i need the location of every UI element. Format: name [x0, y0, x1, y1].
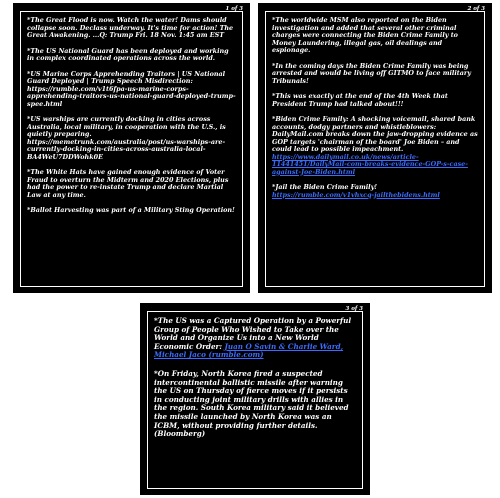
paragraph [27, 169, 237, 199]
paragraph [154, 370, 357, 439]
paragraph-text: *The US National Guard has been deployed and working in complex coordinated operations across the world. [27, 46, 229, 62]
page-panel-2 [258, 3, 492, 293]
paragraph [272, 63, 479, 86]
paragraph-text: *US Marine Corps Apprehending Traitors | US National Guard Deployed | Trump Speech Misdirection: https://rumble.com/v1t6fpa-us-marine-corps-apprehending-traitors-us-national-guard-deployed-trump-spee.html [27, 69, 236, 108]
paragraph [272, 116, 479, 176]
paragraph-text: *Jail the Biden Crime Family! [272, 183, 378, 191]
paragraph [272, 17, 479, 55]
paragraph-text: *US warships are currently docking in cities across Australia, local military, in cooperation with the U.S., is quietly preparing. https://memetrunk.com/australia/post/us-warships-are-currently-docking-in-cities-across-australia-local-BA4WeU7DDWohk0E [27, 115, 226, 161]
paragraph [154, 317, 357, 360]
paragraph-text: *Ballot Harvesting was part of a Military Sting Operation! [27, 206, 235, 214]
paragraph-text: *The worldwide MSM also reported on the Biden investigation and added that several other criminal charges were connecting the Biden Crime Family to Money Laundering, illegal gas, oil dealings and espionage. [272, 16, 458, 54]
paragraph-text: *Biden Crime Family: A shocking voicemail, shared bank accounts, dodgy partners and whistleblowers: DailyMail.com breaks down the jaw-dropping evidence as GOP targets 'chairman of the board' Joe Biden – and could lead to possible impeachment. [272, 115, 478, 153]
paragraph [27, 48, 237, 63]
paragraph [27, 17, 237, 40]
rumble-link[interactable]: https://rumble.com/v1vhxcq-jailthebidens.html [272, 190, 440, 199]
paragraph [272, 184, 479, 199]
panel-content [20, 11, 243, 287]
dailymail-link[interactable]: https://www.dailymail.co.uk/news/article-11441451/DailyMail-com-breaks-evidence-GOP-s-case-against-Joe-Biden.html [272, 152, 468, 176]
paragraph-text: *The Great Flood is now. Watch the water! Dams should collapse soon. Declass underway. It's time for action! The Great Awakening. ...Q: Trump Fri. 18 Nov. 1:45 am EST [27, 16, 234, 39]
panel-content [265, 11, 485, 287]
page-panel-3 [140, 303, 370, 495]
page-number-label: 3 of 3 [345, 306, 363, 312]
page-panel-1 [13, 3, 250, 293]
page-number-label: 2 of 3 [467, 6, 485, 12]
paragraph-text: *The US was a Captured Operation by a Powerful Group of People Who Wished to Take over the World and Organize Us into a New World Economic Order: [154, 316, 352, 351]
paragraph [27, 116, 237, 161]
page-number-label: 1 of 3 [225, 6, 243, 12]
paragraph [27, 207, 237, 215]
paragraph-text: *In the coming days the Biden Crime Family was being arrested and would be living off GITMO to face military Tribunals! [272, 61, 471, 85]
paragraph-text: *This was exactly at the end of the 4th Week that President Trump had talked about!!! [272, 92, 448, 108]
panel-content [147, 311, 363, 489]
paragraph [272, 93, 479, 108]
rumble-link[interactable]: Juan O Savin & Charlie Ward, Michael Jaco (rumble.com) [154, 341, 344, 360]
paragraph-text: *On Friday, North Korea fired a suspected intercontinental ballistic missile after warning the US on Thursday of fierce moves if it persists in conducting joint military drills with allies in the region. South Korea military said it believed the missile launched by North Korea was an ICBM, without providing further details. (Bloomberg) [154, 368, 349, 439]
paragraph-text: *The White Hats have gained enough evidence of Voter Fraud to overturn the Midterm and 2020 Elections, plus had the power to re-instate Trump and declare Martial Law at any time. [27, 168, 229, 199]
paragraph [27, 71, 237, 109]
